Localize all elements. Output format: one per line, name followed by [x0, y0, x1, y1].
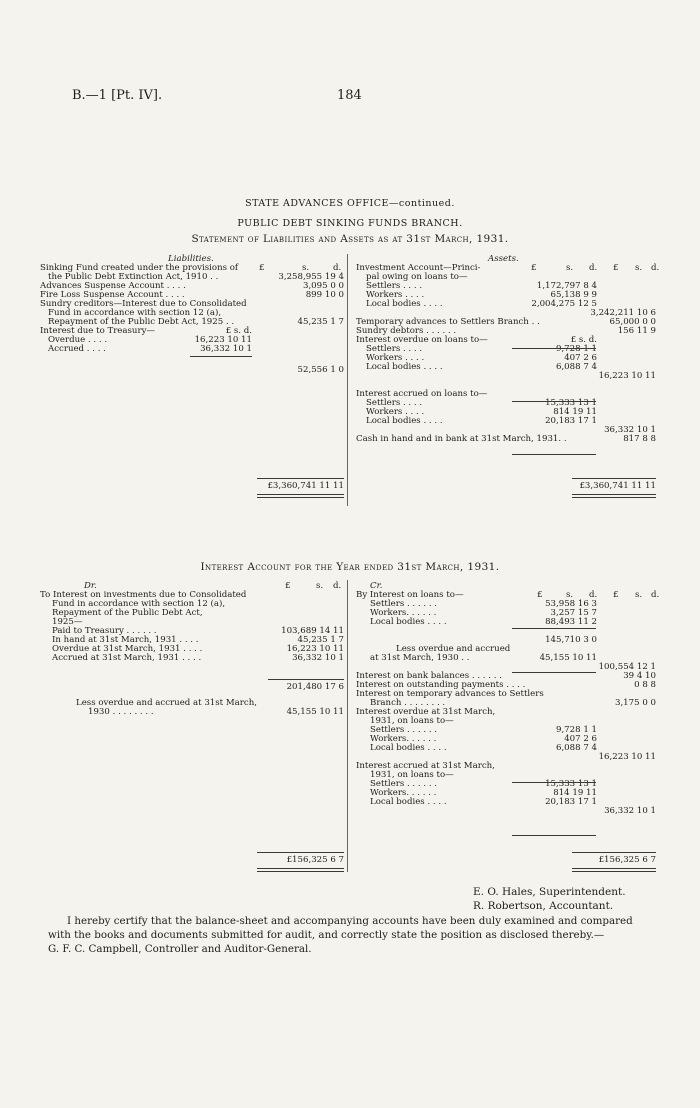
subtotal-rule [190, 356, 252, 357]
assets-col-main-pound: £ [613, 263, 619, 273]
row-sub-amount: 20,183 17 1 [545, 797, 597, 807]
cr-total: £156,325 6 7 [598, 855, 656, 865]
row-label: Workers. . . . . . [370, 788, 437, 798]
row-label: Local bodies . . . . [370, 797, 447, 807]
row-label: Workers. . . . . . [370, 608, 437, 618]
row-label: Interest on bank balances . . . . . . [356, 671, 502, 681]
row-label: Settlers . . . . . . [370, 779, 438, 789]
page-number: 184 [337, 88, 362, 103]
row-label: Settlers . . . . . . [370, 725, 438, 735]
row-label: Workers . . . . [366, 290, 425, 300]
row-sub-amount: £ s. d. [570, 335, 597, 345]
row-sub-amount: 6,088 7 4 [555, 743, 597, 753]
cr-rule [512, 672, 596, 673]
dr-col-pence: d. [333, 581, 342, 591]
liabilities-col-pence: d. [333, 263, 342, 273]
row-sub-amount: 2,004,275 12 5 [531, 299, 597, 309]
liabilities-heading: Liabilities. [168, 254, 214, 264]
liabilities-total-double-rule [257, 494, 344, 498]
assets-rule [512, 454, 596, 455]
row-amt-amount: 103,689 14 11 [281, 626, 344, 636]
row-label: 1931, on loans to— [370, 716, 454, 726]
liability-line: the Public Debt Extinction Act, 1910 . . [48, 272, 219, 282]
row-label: In hand at 31st March, 1931 . . . . [52, 635, 199, 645]
row-label: Interest on outstanding payments . . . . [356, 680, 526, 690]
assets-rule [512, 401, 596, 402]
dr-less-amount: 45,155 10 11 [286, 707, 344, 717]
row-main-amount: 100,554 12 1 [598, 662, 656, 672]
row-label: Interest accrued on loans to— [356, 389, 488, 399]
dr-total-rule [257, 852, 344, 853]
cr-total-rule [572, 852, 656, 853]
amount-treasury-total: 52,556 1 0 [297, 365, 344, 375]
dr-less-line-2: 1930 . . . . . . . . [88, 707, 154, 717]
row-sub-amount: 65,138 9 9 [550, 290, 597, 300]
liability-line: Fund in accordance with section 12 (a), [48, 308, 222, 318]
assets-col-sub-pound: £ [531, 263, 537, 273]
statement-title: Statement of Liabilities and Assets as at 31st March, 1931. [191, 233, 509, 245]
amount-accrued: 36,332 10 1 [200, 344, 252, 354]
row-label: Repayment of the Public Debt Act, [52, 608, 203, 618]
row-label: Local bodies . . . . [366, 362, 443, 372]
row-label: Interest accrued at 31st March, [356, 761, 495, 771]
cr-col-main-pence: d. [651, 590, 660, 600]
assets-col-sub-pence: d. [589, 263, 598, 273]
row-main-amount: 817 8 8 [623, 434, 656, 444]
assets-col-main-shilling: s. [635, 263, 643, 273]
balance-divider [347, 254, 348, 506]
cr-rule [512, 628, 596, 629]
row-label: Less overdue and accrued [396, 644, 511, 654]
assets-total-rule [572, 478, 656, 479]
signature-accountant: R. Robertson, Accountant. [473, 900, 614, 912]
liability-line: Accrued . . . . [48, 344, 106, 354]
row-label: 1925— [52, 617, 83, 627]
row-label: Settlers . . . . . . [370, 599, 438, 609]
row-label: Branch . . . . . . . . [370, 698, 446, 708]
liability-line: Repayment of the Public Debt Act, 1925 . . [48, 317, 235, 327]
cr-rule [512, 782, 596, 783]
row-sub-amount: 20,183 17 1 [545, 416, 597, 426]
amount-sinking-fund: 3,258,955 19 4 [278, 272, 344, 282]
dr-col-shilling: s. [316, 581, 324, 591]
certificate-line-3: G. F. C. Campbell, Controller and Auditor-General. [48, 943, 312, 955]
interest-account-title: Interest Account for the Year ended 31st March, 1931. [200, 561, 500, 573]
row-main-amount: 65,000 0 0 [609, 317, 656, 327]
amount-sundry-creditors: 45,235 1 7 [297, 317, 344, 327]
row-sub-amount: 6,088 7 4 [555, 362, 597, 372]
cr-total-double-rule [572, 868, 656, 872]
row-label: Workers. . . . . . [370, 734, 437, 744]
assets-total: £3,360,741 11 11 [579, 481, 656, 491]
row-label: By Interest on loans to— [356, 590, 464, 600]
liabilities-total-rule [257, 478, 344, 479]
assets-heading: Assets. [488, 254, 519, 264]
assets-col-sub-shilling: s. [566, 263, 574, 273]
amount-overdue: 16,223 10 11 [194, 335, 252, 345]
row-label: Settlers . . . . [366, 344, 423, 354]
row-label: Cash in hand and in bank at 31st March, 1931. . [356, 434, 567, 444]
row-label: Accrued at 31st March, 1931 . . . . [52, 653, 202, 663]
liability-line: Interest due to Treasury— [40, 326, 156, 336]
row-amt-amount: 16,223 10 11 [286, 644, 344, 654]
liabilities-total: £3,360,741 11 11 [267, 481, 344, 491]
row-label: Interest overdue on loans to— [356, 335, 488, 345]
row-sub-amount: 15,333 13 1 [545, 779, 597, 789]
row-sub-amount: 814 19 11 [553, 788, 597, 798]
row-sub-amount: 53,958 16 3 [545, 599, 597, 609]
row-label: Workers . . . . [366, 353, 425, 363]
row-main-amount: 3,242,211 10 6 [590, 308, 656, 318]
page-reference: B.—1 [Pt. IV]. [72, 88, 163, 103]
cr-col-sub-shilling: s. [566, 590, 574, 600]
certificate-line-2: with the books and documents submitted for audit, and correctly state the position as disclosed thereby.— [48, 929, 605, 941]
row-label: Fund in accordance with section 12 (a), [52, 599, 226, 609]
row-sub-amount: 15,333 13 1 [545, 398, 597, 408]
liability-line: Sundry creditors—Interest due to Consolidated [40, 299, 247, 309]
row-label: Local bodies . . . . [366, 299, 443, 309]
row-sub-amount: 88,493 11 2 [545, 617, 597, 627]
row-sub-amount: 9,728 1 1 [555, 344, 597, 354]
liability-line: Sinking Fund created under the provisions of [40, 263, 239, 273]
row-label: Sundry debtors . . . . . . [356, 326, 457, 336]
treasury-sub-header: £ s. d. [225, 326, 252, 336]
dr-total-double-rule [257, 868, 344, 872]
liabilities-col-pound: £ [259, 263, 265, 273]
office-title: STATE ADVANCES OFFICE—continued. [245, 198, 455, 209]
assets-rule [512, 348, 596, 349]
interest-divider [347, 580, 348, 872]
liabilities-col-shilling: s. [302, 263, 310, 273]
row-label: Overdue at 31st March, 1931 . . . . [52, 644, 203, 654]
liability-line: Advances Suspense Account . . . . [40, 281, 186, 291]
row-main-amount: 0 8 8 [634, 680, 656, 690]
row-sub-amount: 407 2 6 [564, 734, 597, 744]
dr-col-pound: £ [285, 581, 291, 591]
cr-col-main-shilling: s. [635, 590, 643, 600]
liability-line: Fire Loss Suspense Account . . . . [40, 290, 185, 300]
row-sub-amount: 145,710 3 0 [545, 635, 597, 645]
row-label: Local bodies . . . . [370, 743, 447, 753]
assets-col-main-pence: d. [651, 263, 660, 273]
row-main-amount: 16,223 10 11 [598, 371, 656, 381]
signature-superintendent: E. O. Hales, Superintendent. [473, 886, 626, 898]
row-label: Investment Account—Princi- [356, 263, 481, 273]
row-label: Interest on temporary advances to Settlers [356, 689, 544, 699]
row-sub-amount: 407 2 6 [564, 353, 597, 363]
dr-less-line-1: Less overdue and accrued at 31st March, [76, 698, 257, 708]
row-sub-amount: 814 19 11 [553, 407, 597, 417]
dr-heading: Dr. [84, 581, 97, 591]
branch-title: PUBLIC DEBT SINKING FUNDS BRANCH. [237, 218, 463, 229]
certificate-line-1: I hereby certify that the balance-sheet and accompanying accounts have been duly examined and compared [67, 915, 633, 927]
assets-total-double-rule [572, 494, 656, 498]
row-sub-amount: 45,155 10 11 [539, 653, 597, 663]
row-main-amount: 39 4 10 [623, 671, 656, 681]
row-label: Local bodies . . . . [370, 617, 447, 627]
row-main-amount: 36,332 10 1 [604, 425, 656, 435]
row-sub-amount: 9,728 1 1 [555, 725, 597, 735]
row-label: Local bodies . . . . [366, 416, 443, 426]
row-sub-amount: 1,172,797 8 4 [536, 281, 597, 291]
cr-col-main-pound: £ [613, 590, 619, 600]
row-main-amount: 36,332 10 1 [604, 806, 656, 816]
dr-subtotal-rule [268, 679, 344, 680]
amount-advances-suspense: 3,095 0 0 [302, 281, 344, 291]
row-label: Paid to Treasury . . . . . . [52, 626, 157, 636]
row-sub-amount: 3,257 15 7 [550, 608, 597, 618]
amount-fire-loss: 899 10 0 [305, 290, 344, 300]
row-main-amount: 156 11 9 [617, 326, 656, 336]
row-label: 1931, on loans to— [370, 770, 454, 780]
row-label: To Interest on investments due to Consolidated [40, 590, 247, 600]
dr-total: £156,325 6 7 [286, 855, 344, 865]
liability-line: Overdue . . . . [48, 335, 108, 345]
row-label: pal owing on loans to— [366, 272, 468, 282]
cr-heading: Cr. [370, 581, 383, 591]
cr-rule [512, 835, 596, 836]
row-label: Temporary advances to Settlers Branch . . [356, 317, 540, 327]
dr-subtotal: 201,480 17 6 [286, 682, 344, 692]
row-label: Interest overdue at 31st March, [356, 707, 496, 717]
row-label: Workers . . . . [366, 407, 425, 417]
row-main-amount: 3,175 0 0 [614, 698, 656, 708]
row-label: Settlers . . . . [366, 398, 423, 408]
row-amt-amount: 45,235 1 7 [297, 635, 344, 645]
row-label: at 31st March, 1930 . . [370, 653, 470, 663]
row-label: Settlers . . . . [366, 281, 423, 291]
cr-col-sub-pence: d. [589, 590, 598, 600]
cr-col-sub-pound: £ [537, 590, 543, 600]
row-amt-amount: 36,332 10 1 [292, 653, 344, 663]
row-main-amount: 16,223 10 11 [598, 752, 656, 762]
